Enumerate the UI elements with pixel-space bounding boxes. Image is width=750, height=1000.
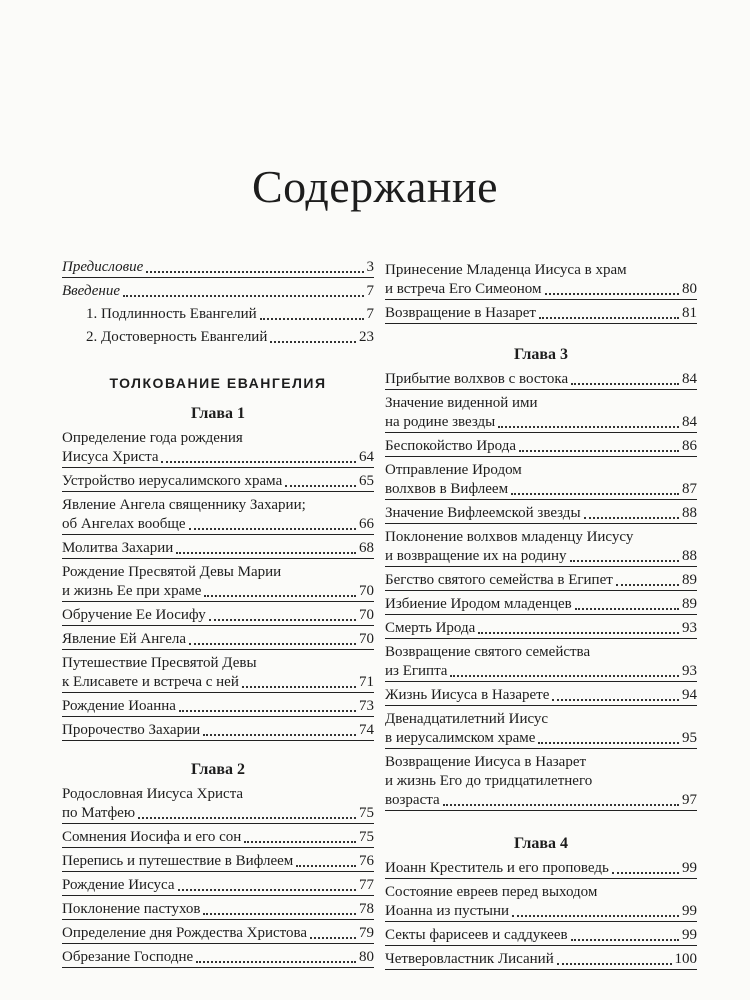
chapter-4-list [385, 859, 697, 970]
entry-title-line: Двенадцатилетний Иисус [385, 711, 549, 727]
page-number: 74 [359, 722, 374, 738]
entry-title: возраста [385, 792, 440, 808]
dot-leader [450, 671, 679, 677]
page-number: 80 [359, 949, 374, 965]
page-number: 84 [682, 371, 697, 387]
page-number: 88 [682, 505, 697, 521]
page-number: 75 [359, 829, 374, 845]
entry-title: на родине звезды [385, 414, 496, 430]
page-number: 73 [359, 698, 374, 714]
toc-entry[interactable] [385, 261, 697, 300]
entry-title: Определение дня Рождества Христова [62, 925, 308, 941]
page-number: 87 [682, 481, 697, 497]
right-column [385, 261, 697, 970]
dot-leader [270, 337, 356, 343]
entry-title: Жизнь Иисуса в Назарете [385, 687, 550, 703]
entry-title-line: Поклонение волхвов младенцу Иисусу [385, 529, 634, 545]
dot-leader [552, 695, 679, 701]
dot-leader [557, 959, 672, 965]
entry-title-line: Путешествие Пресвятой Девы [62, 655, 257, 671]
toc-entry-foreword[interactable] [62, 258, 374, 278]
front-matter-list [62, 258, 374, 347]
chapter-2-list [62, 785, 374, 968]
page-number: 71 [359, 674, 374, 690]
entry-title: Возвращение в Назарет [385, 305, 536, 321]
entry-title: Перепись и путешествие в Вифлеем [62, 853, 294, 869]
toc-entry[interactable] [62, 828, 374, 848]
toc-entry[interactable] [385, 710, 697, 749]
dot-leader [310, 933, 356, 939]
entry-title-line: Явление Ангела священнику Захарии; [62, 497, 306, 513]
entry-title: Устройство иерусалимского храма [62, 473, 283, 489]
entry-title: Пророчество Захарии [62, 722, 201, 738]
entry-title-line: Родословная Иисуса Христа [62, 786, 244, 802]
dot-leader [178, 885, 356, 891]
entry-title: Поклонение пастухов [62, 901, 201, 917]
page-number: 81 [682, 305, 697, 321]
dot-leader [189, 639, 356, 645]
chapter-2-title: Глава 2 [191, 761, 245, 778]
entry-title: Явление Ей Ангела [62, 631, 187, 647]
dot-leader [539, 313, 679, 319]
toc-entry[interactable] [385, 619, 697, 639]
page-number: 88 [682, 548, 697, 564]
entry-title-line: Рождение Пресвятой Девы Марии [62, 564, 282, 580]
page-number: 79 [359, 925, 374, 941]
entry-title: и встреча Его Симеоном [385, 281, 542, 297]
entry-title: Сомнения Иосифа и его сон [62, 829, 242, 845]
dot-leader [571, 935, 679, 941]
page-title: Содержание [251, 161, 499, 212]
page-number: 93 [682, 663, 697, 679]
page-number: 89 [682, 572, 697, 588]
dot-leader [179, 706, 356, 712]
toc-entry[interactable] [62, 606, 374, 626]
dot-leader [478, 628, 679, 634]
section-heading: ТОЛКОВАНИЕ ЕВАНГЕЛИЯ [109, 375, 327, 391]
chapter-1-title: Глава 1 [191, 405, 245, 422]
page-number: 7 [366, 283, 374, 299]
toc-entry[interactable] [62, 472, 374, 492]
entry-title: к Елисавете и встреча с ней [62, 674, 239, 690]
entry-title: Секты фарисеев и саддукеев [385, 927, 568, 943]
toc-entry[interactable] [62, 697, 374, 717]
dot-leader [512, 911, 679, 917]
dot-leader [260, 314, 364, 320]
entry-title: и возвращение их на родину [385, 548, 567, 564]
toc-entry[interactable] [62, 876, 374, 896]
entry-title-line: Состояние евреев перед выходом [385, 884, 598, 900]
toc-entry[interactable] [385, 753, 697, 811]
toc-entry[interactable] [385, 859, 697, 879]
page-number: 86 [682, 438, 697, 454]
entry-title: Предисловие [62, 259, 144, 275]
toc-entry[interactable] [385, 504, 697, 524]
dot-leader [242, 682, 356, 688]
toc-entry[interactable] [385, 528, 697, 567]
page-number: 99 [682, 927, 697, 943]
entry-title: Обрезание Господне [62, 949, 194, 965]
toc-entry[interactable] [62, 785, 374, 824]
page-number: 80 [682, 281, 697, 297]
page-number: 89 [682, 596, 697, 612]
dot-leader [203, 730, 356, 736]
chapter-3-title: Глава 3 [514, 346, 568, 363]
toc-entry[interactable] [385, 571, 697, 591]
entry-title: и жизнь Ее при храме [62, 583, 202, 599]
toc-entry[interactable] [62, 496, 374, 535]
entry-title-line: Принесение Младенца Иисуса в храм [385, 262, 627, 278]
toc-entry[interactable] [62, 429, 374, 468]
toc-entry-reliability[interactable] [62, 328, 374, 347]
toc-entry[interactable] [385, 370, 697, 390]
page-number: 84 [682, 414, 697, 430]
dot-leader [203, 909, 356, 915]
page-number: 70 [359, 583, 374, 599]
dot-leader [244, 837, 356, 843]
dot-leader [584, 513, 679, 519]
toc-entry-authenticity[interactable] [62, 305, 374, 324]
page-number: 7 [366, 306, 374, 322]
toc-entry[interactable] [62, 539, 374, 559]
page-number: 75 [359, 805, 374, 821]
page-number: 95 [682, 730, 697, 746]
entry-title-line: Возвращение святого семейства [385, 644, 591, 660]
toc-entry[interactable] [385, 950, 697, 970]
dot-leader [196, 957, 356, 963]
toc-entry[interactable] [62, 563, 374, 602]
page-number: 97 [682, 792, 697, 808]
dot-leader [616, 580, 679, 586]
toc-entry[interactable] [385, 686, 697, 706]
entry-title: 2. Достоверность Евангелий [86, 329, 268, 345]
dot-leader [285, 481, 356, 487]
dot-leader [511, 489, 679, 495]
dot-leader [570, 556, 679, 562]
dot-leader [204, 591, 356, 597]
left-column [62, 258, 374, 968]
dot-leader [146, 267, 363, 273]
toc-entry-introduction[interactable] [62, 282, 374, 301]
entry-title: Значение Вифлеемской звезды [385, 505, 581, 521]
page-number: 78 [359, 901, 374, 917]
toc-entry[interactable] [62, 948, 374, 968]
page-number: 76 [359, 853, 374, 869]
page-number: 3 [366, 259, 374, 275]
toc-entry[interactable] [62, 654, 374, 693]
entry-title: Избиение Иродом младенцев [385, 596, 572, 612]
entry-title: Молитва Захарии [62, 540, 174, 556]
toc-entry[interactable] [62, 852, 374, 872]
page-number: 65 [359, 473, 374, 489]
dot-leader [161, 457, 356, 463]
dot-leader [209, 615, 356, 621]
toc-entry[interactable] [385, 304, 697, 324]
entry-title: Беспокойство Ирода [385, 438, 517, 454]
chapter-1-list [62, 429, 374, 741]
dot-leader [296, 861, 356, 867]
toc-entry[interactable] [385, 643, 697, 682]
page-number: 77 [359, 877, 374, 893]
dot-leader [138, 813, 356, 819]
entry-title: из Египта [385, 663, 448, 679]
entry-title: Иоанн Креститель и его проповедь [385, 860, 609, 876]
toc-entry[interactable] [62, 630, 374, 650]
entry-title-line: Определение года рождения [62, 430, 243, 446]
entry-title-line: Возвращение Иисуса в Назарет и жизнь Его до тридцатилетнего [385, 754, 593, 789]
entry-title-line: Значение виденной ими [385, 395, 538, 411]
entry-title: в иерусалимском храме [385, 730, 536, 746]
toc-entry[interactable] [62, 924, 374, 944]
dot-leader [498, 422, 679, 428]
page-number: 100 [674, 951, 697, 967]
dot-leader [545, 289, 679, 295]
entry-title-line: Отправление Иродом [385, 462, 522, 478]
entry-title: Введение [62, 283, 120, 299]
page-number: 70 [359, 631, 374, 647]
entry-title: Четверовластник Лисаний [385, 951, 554, 967]
dot-leader [443, 800, 679, 806]
toc-entry[interactable] [62, 721, 374, 741]
dot-leader [612, 868, 679, 874]
page-number: 94 [682, 687, 697, 703]
page-number: 93 [682, 620, 697, 636]
dot-leader [519, 446, 679, 452]
entry-title: Обручение Ее Иосифу [62, 607, 206, 623]
toc-entry[interactable] [62, 900, 374, 920]
page-number: 64 [359, 449, 374, 465]
dot-leader [189, 524, 356, 530]
entry-title: об Ангелах вообще [62, 516, 186, 532]
page-number: 70 [359, 607, 374, 623]
toc-entry[interactable] [385, 883, 697, 922]
toc-entry[interactable] [385, 595, 697, 615]
dot-leader [571, 379, 679, 385]
entry-title: 1. Подлинность Евангелий [86, 306, 257, 322]
chapter-4-title: Глава 4 [514, 835, 568, 852]
entry-title: Рождение Иисуса [62, 877, 175, 893]
toc-entry[interactable] [385, 461, 697, 500]
dot-leader [176, 548, 356, 554]
chapter-2-continued-list [385, 261, 697, 324]
entry-title: волхвов в Вифлеем [385, 481, 509, 497]
entry-title: Иоанна из пустыни [385, 903, 510, 919]
entry-title: Смерть Ирода [385, 620, 476, 636]
page-number: 66 [359, 516, 374, 532]
chapter-3-list [385, 370, 697, 811]
entry-title: Прибытие волхвов с востока [385, 371, 569, 387]
toc-entry[interactable] [385, 394, 697, 433]
page-number: 99 [682, 903, 697, 919]
entry-title: по Матфею [62, 805, 136, 821]
toc-entry[interactable] [385, 926, 697, 946]
dot-leader [123, 291, 364, 297]
entry-title: Бегство святого семейства в Египет [385, 572, 613, 588]
toc-entry[interactable] [385, 437, 697, 457]
entry-title: Иисуса Христа [62, 449, 159, 465]
page-number: 23 [359, 329, 374, 345]
page-number: 68 [359, 540, 374, 556]
dot-leader [575, 604, 679, 610]
page-number: 99 [682, 860, 697, 876]
dot-leader [538, 738, 679, 744]
entry-title: Рождение Иоанна [62, 698, 176, 714]
